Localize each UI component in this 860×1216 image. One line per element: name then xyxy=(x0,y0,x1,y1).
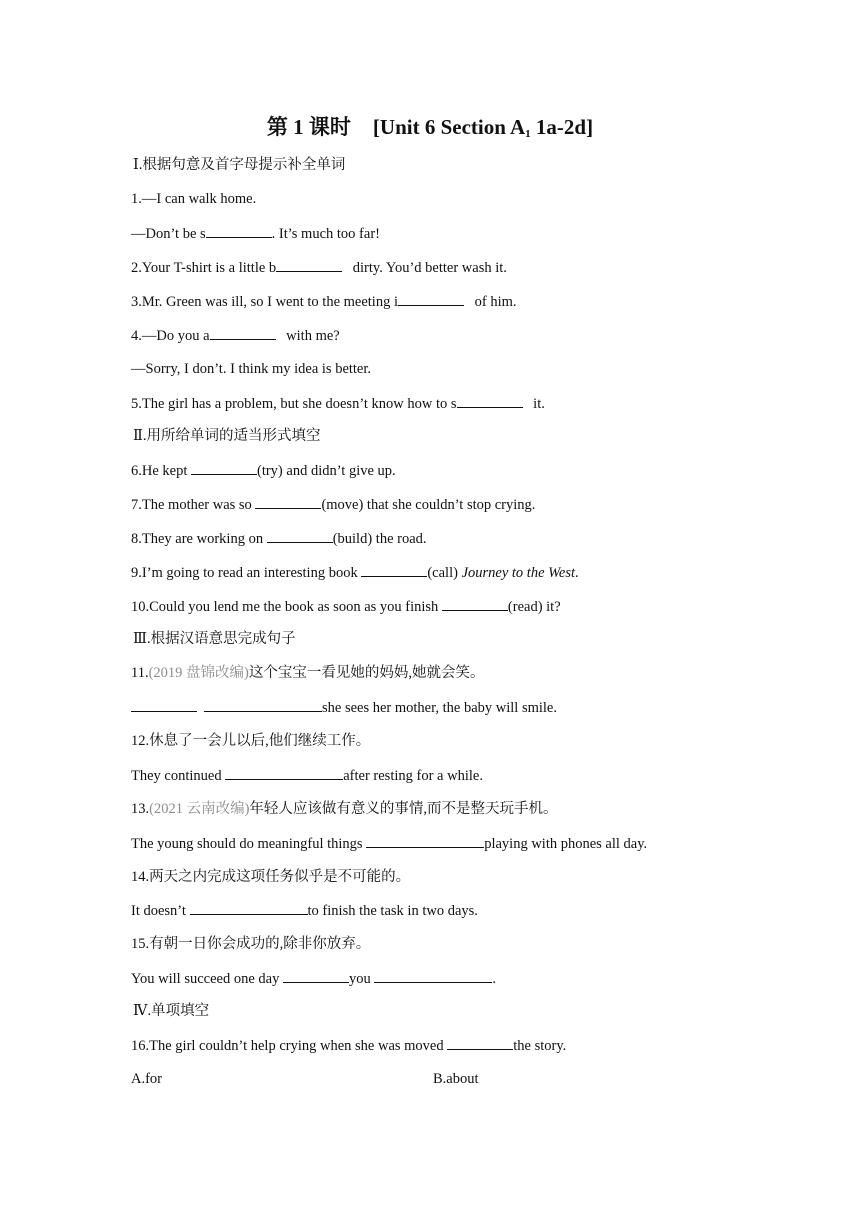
q10-line: 10.Could you lend me the book as soon as you finish (read) it? xyxy=(131,596,561,617)
source-tag: (2021 云南改编) xyxy=(149,801,250,817)
q12-prompt: 12.休息了一会儿以后,他们继续工作。 xyxy=(131,733,371,749)
q14-prompt: 14.两天之内完成这项任务似乎是不可能的。 xyxy=(131,869,411,885)
q16-stem: 16.The girl couldn’t help crying when she was moved the story. xyxy=(131,1035,566,1056)
q4-line-a: 4.—Do you a with me? xyxy=(131,325,340,346)
section-2-heading: Ⅱ.用所给单词的适当形式填空 xyxy=(133,428,321,444)
title-subscript: 1 xyxy=(525,128,531,140)
title-range: 1a-2d] xyxy=(530,115,594,139)
answer-blank[interactable] xyxy=(398,291,464,306)
title-unit: [Unit 6 Section A xyxy=(372,115,526,139)
answer-blank[interactable] xyxy=(447,1035,513,1050)
q15-prompt: 15.有朝一日你会成功的,除非你放弃。 xyxy=(131,936,371,952)
q3-line: 3.Mr. Green was ill, so I went to the meeting i of him. xyxy=(131,291,517,312)
source-tag: (2019 盘锦改编) xyxy=(148,665,249,681)
answer-blank[interactable] xyxy=(225,765,343,780)
answer-blank[interactable] xyxy=(283,968,349,983)
q14-answer-line: It doesn’t to finish the task in two days. xyxy=(131,900,478,921)
answer-blank[interactable] xyxy=(206,223,272,238)
q16-option-a[interactable]: A.for xyxy=(131,1071,163,1087)
answer-blank[interactable] xyxy=(210,325,276,340)
q13-prompt: 13.(2021 云南改编)年轻人应该做有意义的事情,而不是整天玩手机。 xyxy=(131,801,558,817)
q16-option-b[interactable]: B.about xyxy=(433,1071,479,1087)
answer-blank[interactable] xyxy=(255,494,321,509)
section-4-heading: Ⅳ.单项填空 xyxy=(133,1003,210,1019)
q7-line: 7.The mother was so (move) that she couldn’t stop crying. xyxy=(131,494,535,515)
q15-answer-line: You will succeed one day you . xyxy=(131,968,496,989)
title-lesson: 第 1 课时 xyxy=(266,115,351,139)
page-title xyxy=(0,112,860,149)
q8-line: 8.They are working on (build) the road. xyxy=(131,528,427,549)
q11-answer-line: she sees her mother, the baby will smile. xyxy=(131,697,557,718)
answer-blank[interactable] xyxy=(276,257,342,272)
q11-prompt: 11.(2019 盘锦改编)这个宝宝一看见她的妈妈,她就会笑。 xyxy=(131,665,485,681)
answer-blank[interactable] xyxy=(442,596,508,611)
section-3-heading: Ⅲ.根据汉语意思完成句子 xyxy=(133,631,296,647)
answer-blank[interactable] xyxy=(204,697,322,712)
answer-blank[interactable] xyxy=(361,562,427,577)
q4-line-b: —Sorry, I don’t. I think my idea is better. xyxy=(131,361,372,377)
q1-line-a: 1.—I can walk home. xyxy=(131,191,257,207)
answer-blank[interactable] xyxy=(131,697,197,712)
q5-line: 5.The girl has a problem, but she doesn’t know how to s it. xyxy=(131,393,545,414)
book-title: Journey to the West xyxy=(461,565,575,581)
q6-line: 6.He kept (try) and didn’t give up. xyxy=(131,460,396,481)
q13-answer-line: The young should do meaningful things playing with phones all day. xyxy=(131,833,647,854)
q1-line-b: —Don’t be s . It’s much too far! xyxy=(131,223,380,244)
answer-blank[interactable] xyxy=(191,460,257,475)
q2-line: 2.Your T-shirt is a little b dirty. You’d better wash it. xyxy=(131,257,507,278)
answer-blank[interactable] xyxy=(457,393,523,408)
answer-blank[interactable] xyxy=(190,900,308,915)
answer-blank[interactable] xyxy=(267,528,333,543)
q9-line: 9.I’m going to read an interesting book (call) Journey to the West. xyxy=(131,562,579,583)
answer-blank[interactable] xyxy=(366,833,484,848)
section-1-heading: Ⅰ.根据句意及首字母提示补全单词 xyxy=(133,157,346,173)
answer-blank[interactable] xyxy=(374,968,492,983)
q12-answer-line: They continued after resting for a while. xyxy=(131,765,483,786)
